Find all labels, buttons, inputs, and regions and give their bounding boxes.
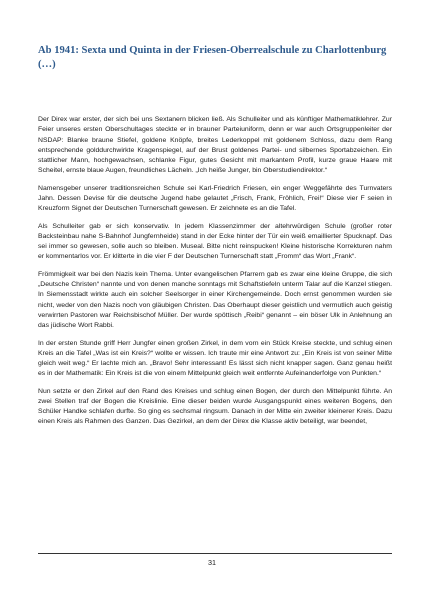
document-page [38, 44, 392, 435]
page-number: 31 [208, 558, 216, 567]
chapter-title: Ab 1941: Sexta und Quinta in der Friesen-Oberrealschule zu Charlottenburg (…) [38, 45, 387, 70]
paragraph: Der Direx war erster, der sich bei uns Sextanern blicken ließ. Als Schulleiter und als künftiger Mathematiklehrer. Zur Feier unseres ersten Oberschultages steckte er in brauner Parteiuniform, denn er war auch Ortsgruppenleiter der NSDAP: Blanke braune Stiefel, goldene Knöpfe, breites Lederkoppel mit goldenem Schloss, dazu dem Rang entsprechende golddurchwirkte Kragenspiegel, auf der Brust goldenes Partei- und silbernes Sportabzeichen. Ein stattlicher Mann, hochgewachsen, schlanke Figur, gutes Gesicht mit markantem Profil, kurze graue Haare mit Scheitel, ernste blaue Augen, freundliches Lächeln. „Ich heiße Junger, bin Oberstudiendirektor.“ [38, 116, 392, 175]
paragraph: Als Schulleiter gab er sich konservativ. In jedem Klassenzimmer der altehrwürdigen Schule (großer roter Backsteinbau nahe S-Bahnhof Jungfernheide) stand in der Ecke hinter der Tür ein weiß emaillierter Spucknapf. Das sei immer so gewesen, solle auch so bleiben. Museal. Bitte nicht reinspucken! Kleine historische Korrekturen nahm er kommentarlos vor. Er klitterte in die vier F der Deutschen Turnerschaft statt „Fromm“ das Wort „Frank“. [38, 222, 392, 261]
paragraph: Namensgeber unserer traditionsreichen Schule sei Karl-Friedrich Friesen, ein enger Weggefährte des Turnvaters Jahn. Dessen Devise für die deutsche Jugend habe gelautet „Frisch, Frank, Fröhlich, Frei!“ Diese vier F seien in Kreuzform Signet der Deutschen Turnerschaft gewesen. Er zeichnete es an die Tafel. [38, 184, 392, 213]
paragraph: Frömmigkeit war bei den Nazis kein Thema. Unter evangelischen Pfarrern gab es zwar eine kleine Gruppe, die sich „Deutsche Christen“ nannte und von denen manche sonntags mit Schaftstiefeln unterm Talar auf die Kanzel stiegen. In Siemensstadt wirkte auch ein solcher Seelsorger in einer Kirchengemeinde. Doch ernst genommen wurden sie nicht, weder von den Nazis noch von gläubigen Christen. Das Oberhaupt dieser geistlich und vermutlich auch geistig verwirrten Pastoren war Reichsbischof Müller. Der wurde spöttisch „Reibi“ genannt – ein böser Ulk in Anlehnung an das jüdische Wort Rabbi. [38, 270, 392, 330]
paragraph: In der ersten Stunde griff Herr Jungfer einen großen Zirkel, in dem vorn ein Stück Kreise steckte, und schlug einen Kreis an die Tafel „Was ist ein Kreis?“ wollte er wissen. Ich traute mir eine Antwort zu: „Ein Kreis ist von seiner Mitte gleich weit weg.“ Er lachte mich an. „Bravo! Sehr interessant! Es lässt sich nicht knapper sagen. Ganz genau heißt es in der Mathematik: Ein Kreis ist die von einem Mittelpunkt gleich weit entfernte Aufeinanderfolge von Punkten.“ [38, 339, 392, 378]
footer-divider [38, 553, 392, 554]
paragraph: Nun setzte er den Zirkel auf den Rand des Kreises und schlug einen Bogen, der durch den Mittelpunkt führte. An zwei Stellen traf der Bogen die Kreislinie. Eine dieser beiden wurde Ausgangspunkt eines weiteren Bogens, den Schüler Handke schlafen durfte. So ging es sechsmal ringsum. Danach in der Mitte ein zweiter kleinerer Kreis. Dazu einen Kreis als Rahmen des Ganzen. Das Gezirkel, an dem der Direx die Klasse aktiv beteiligt, war beendet, [38, 387, 392, 426]
body-text [38, 115, 392, 428]
